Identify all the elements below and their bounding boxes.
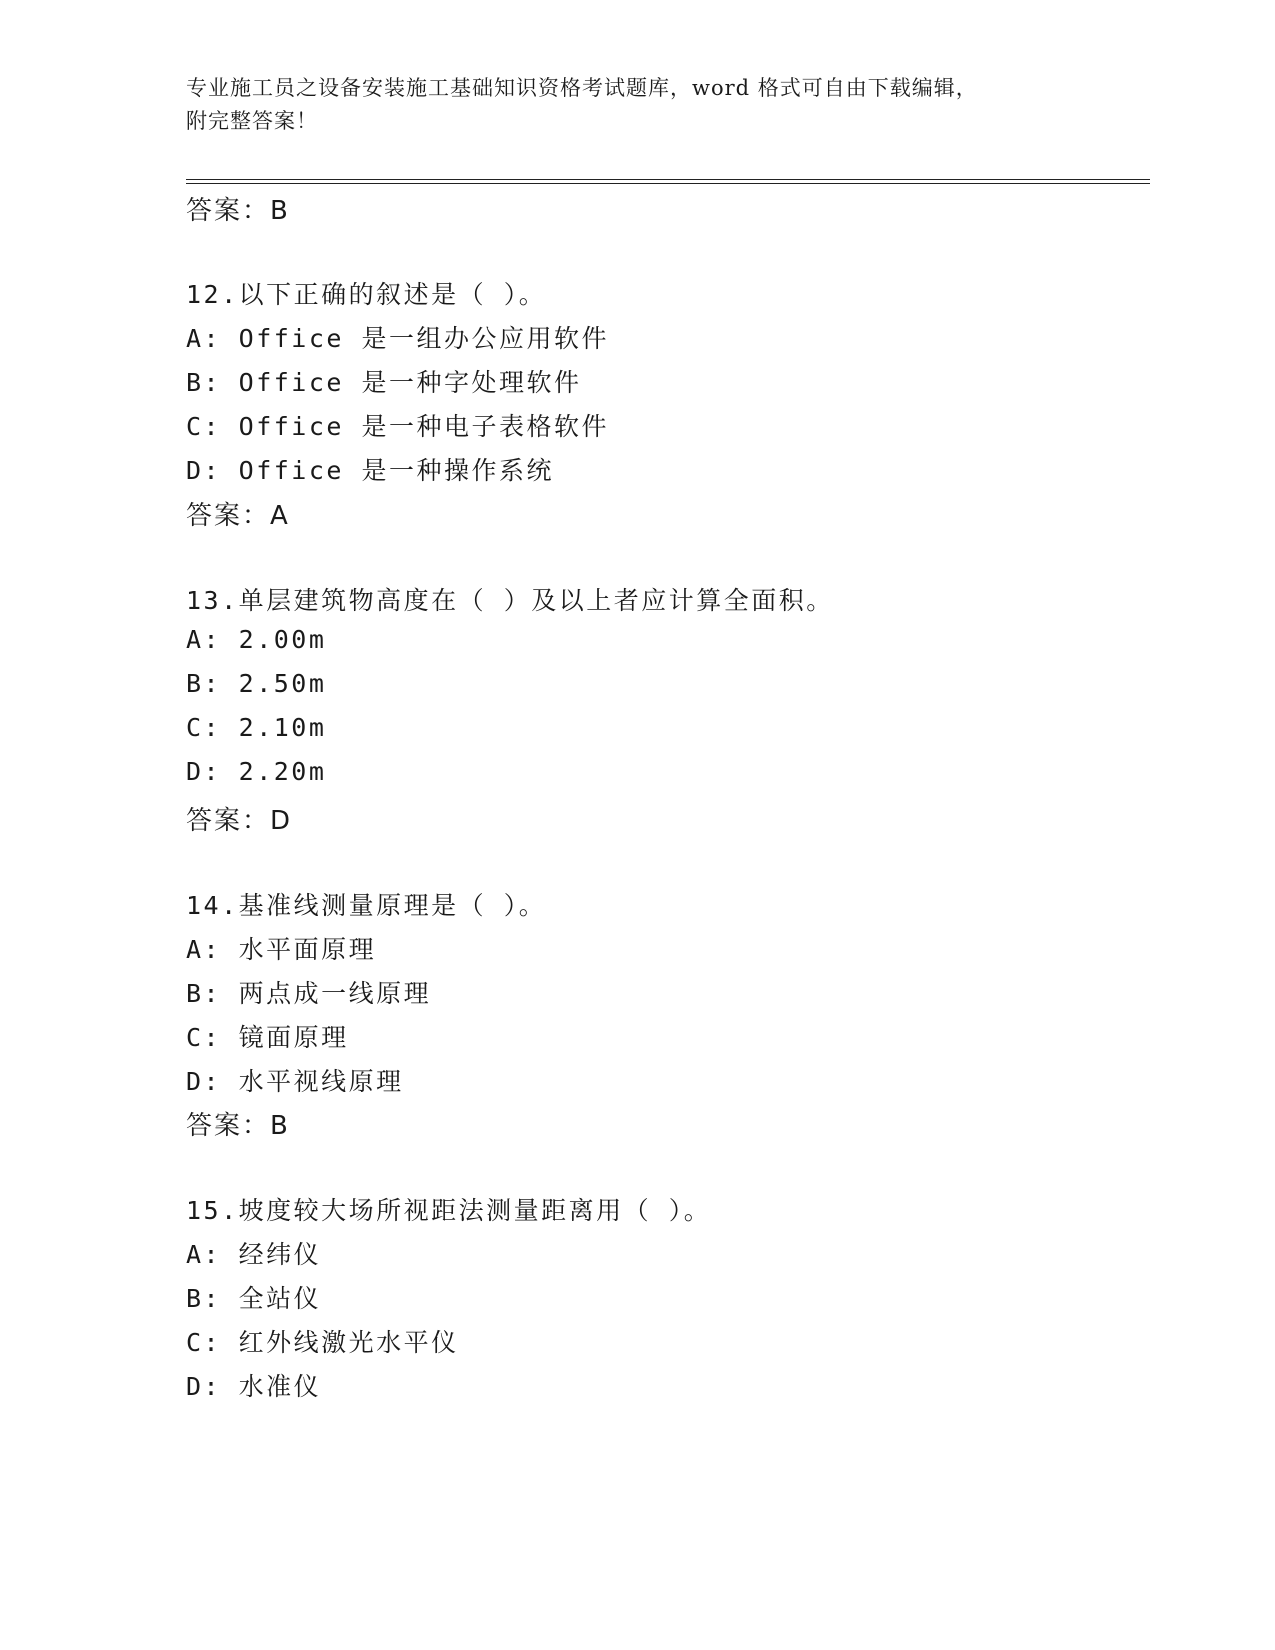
header-divider-bottom bbox=[186, 183, 1150, 184]
question-option: D: Office 是一种操作系统 bbox=[186, 456, 555, 485]
question-option: A: 经纬仪 bbox=[186, 1240, 322, 1269]
question-option: A: 水平面原理 bbox=[186, 935, 377, 964]
answer-label: 答案：B bbox=[186, 196, 290, 226]
header-divider-top bbox=[186, 179, 1150, 180]
question-option: C: 2.10m bbox=[186, 713, 327, 742]
question-option: C: 镜面原理 bbox=[186, 1023, 349, 1052]
document-header: 专业施工员之设备安装施工基础知识资格考试题库，word 格式可自由下载编辑， 附完整答案！ bbox=[186, 76, 978, 133]
question-stem: 13.单层建筑物高度在（ ）及以上者应计算全面积。 bbox=[186, 586, 834, 615]
question-option: D: 水平视线原理 bbox=[186, 1067, 404, 1096]
question-option: A: 2.00m bbox=[186, 625, 327, 654]
answer-label: 答案：D bbox=[186, 806, 293, 836]
answer-label: 答案：B bbox=[186, 1111, 290, 1141]
question-option: D: 水准仪 bbox=[186, 1372, 322, 1401]
question-option: C: 红外线激光水平仪 bbox=[186, 1328, 459, 1357]
question-option: B: 两点成一线原理 bbox=[186, 979, 432, 1008]
question-stem: 14.基准线测量原理是（ ）。 bbox=[186, 891, 547, 920]
answer-label: 答案：A bbox=[186, 501, 290, 531]
question-option: D: 2.20m bbox=[186, 757, 327, 786]
question-stem: 12.以下正确的叙述是（ ）。 bbox=[186, 280, 547, 309]
question-option: B: Office 是一种字处理软件 bbox=[186, 368, 582, 397]
question-option: A: Office 是一组办公应用软件 bbox=[186, 324, 610, 353]
question-option: B: 2.50m bbox=[186, 669, 327, 698]
question-stem: 15.坡度较大场所视距法测量距离用（ ）。 bbox=[186, 1196, 712, 1225]
question-option: B: 全站仪 bbox=[186, 1284, 322, 1313]
question-option: C: Office 是一种电子表格软件 bbox=[186, 412, 610, 441]
